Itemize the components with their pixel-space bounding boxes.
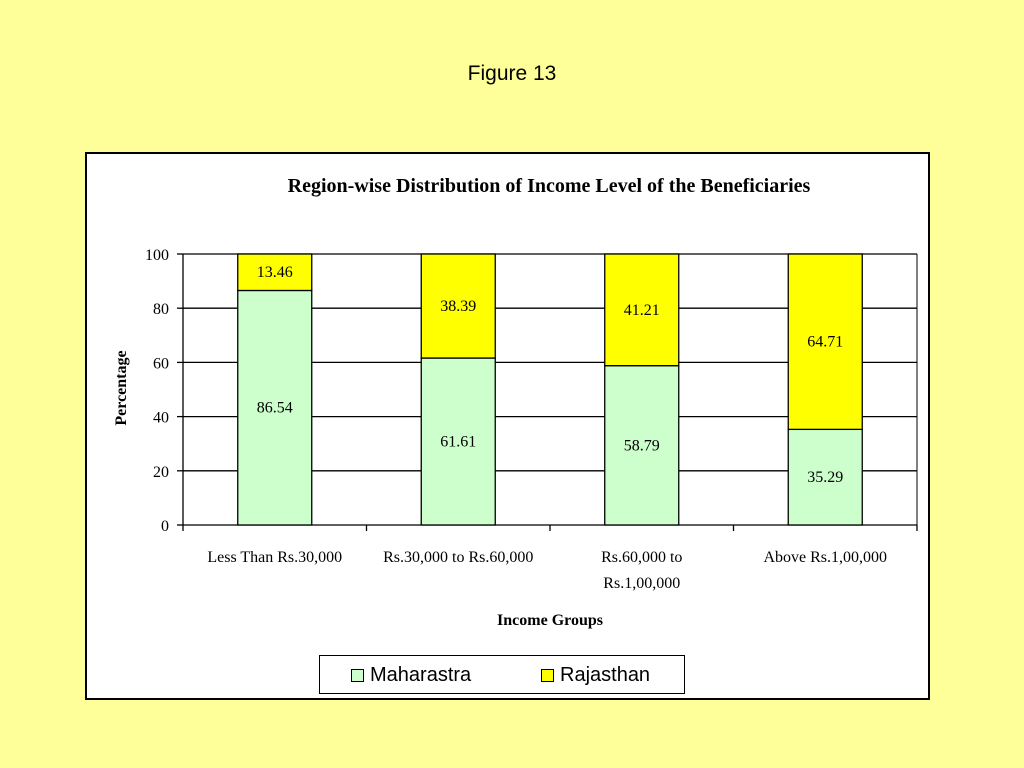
x-tick-label: Less Than Rs.30,000 — [207, 549, 343, 566]
chart-plot — [87, 154, 928, 698]
y-axis-label: Percentage — [113, 350, 130, 426]
y-tick-label: 20 — [153, 463, 169, 481]
data-label: 64.71 — [807, 333, 844, 351]
chart-frame — [85, 152, 930, 700]
y-tick-label: 60 — [153, 355, 169, 373]
x-tick-label: Rs.60,000 to — [601, 549, 683, 566]
data-label: 13.46 — [256, 264, 293, 282]
data-label: 61.61 — [440, 433, 477, 451]
chart-title: Region-wise Distribution of Income Level of the Beneficiaries — [287, 175, 811, 197]
data-label: 38.39 — [440, 298, 477, 316]
y-tick-label: 80 — [153, 301, 169, 319]
legend-swatch-rajasthan — [541, 669, 554, 682]
slide-title: Figure 13 — [467, 62, 557, 85]
y-tick-label: 0 — [161, 518, 169, 535]
data-label: 58.79 — [623, 437, 660, 455]
data-label: 41.21 — [623, 301, 660, 319]
data-label: 35.29 — [807, 469, 844, 487]
legend-item-rajasthan — [541, 664, 650, 687]
y-tick-label: 100 — [145, 247, 169, 264]
legend-swatch-maharastra — [351, 669, 364, 682]
x-axis-label: Income Groups — [497, 612, 603, 629]
legend-item-maharastra — [351, 664, 471, 687]
x-tick-label: Rs.30,000 to Rs.60,000 — [383, 549, 534, 566]
data-label: 86.54 — [256, 399, 293, 417]
chart-legend — [319, 655, 685, 694]
legend-label-maharastra: Maharastra — [370, 664, 472, 686]
x-tick-label: Rs.1,00,000 — [603, 575, 681, 592]
y-tick-label: 40 — [153, 409, 169, 427]
legend-label-rajasthan: Rajasthan — [560, 664, 651, 686]
x-tick-label: Above Rs.1,00,000 — [763, 549, 888, 566]
